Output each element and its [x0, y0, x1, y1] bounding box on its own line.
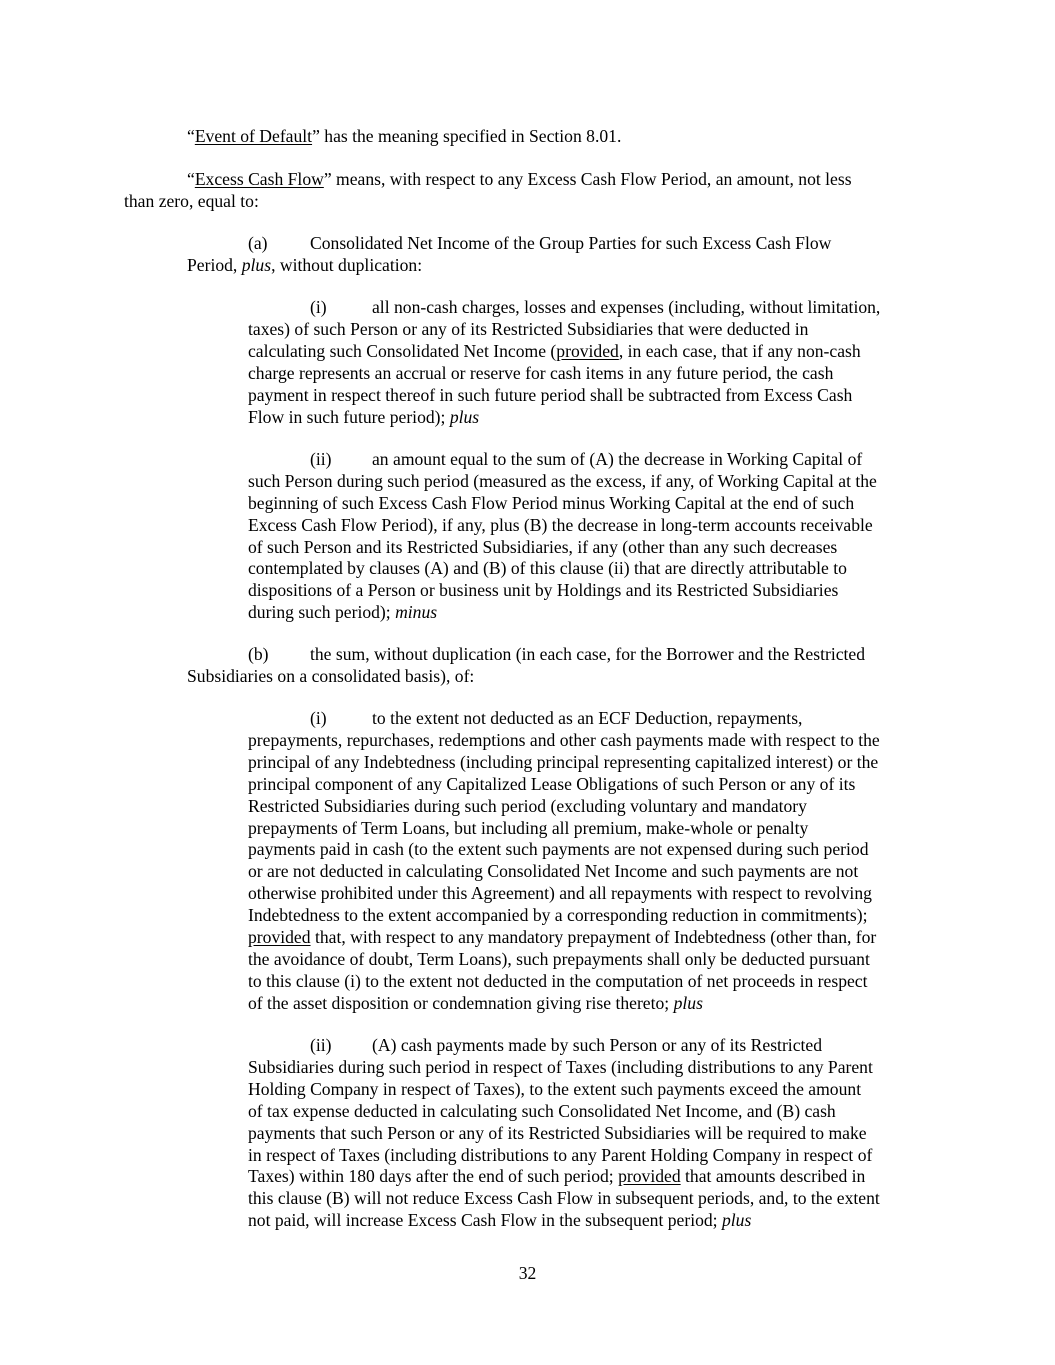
clause-a-i-line2: taxes) of such Person or any of its Restricted Subsidiaries that were deducted in — [248, 319, 809, 339]
clause-b-i-line7: payments paid in cash (to the extent such payments are not expensed during such period — [248, 839, 869, 859]
page-number: 32 — [518, 1263, 537, 1283]
clause-b-ii-line8: this clause (B) will not reduce Excess Cash Flow in subsequent periods, and, to the extent — [248, 1188, 880, 1208]
clause-b-line1: the sum, without duplication (in each case, for the Borrower and the Restricted — [310, 644, 866, 664]
defined-term-excess-cash-flow: Excess Cash Flow — [194, 169, 324, 189]
clause-a-i-label: (i) — [310, 297, 327, 317]
clause-b-i-line5: Restricted Subsidiaries during such period (excluding voluntary and mandatory — [248, 796, 807, 816]
clause-a-ii-line7: dispositions of a Person or business unit by Holdings and its Restricted Subsidiaries — [248, 580, 839, 600]
clause-b-ii-line5: payments that such Person or any of its Restricted Subsidiaries will be required to make — [248, 1123, 867, 1143]
clause-b-i-line1: to the extent not deducted as an ECF Deduction, repayments, — [372, 708, 803, 728]
clause-a-ii-line2: such Person during such period (measured as the excess, if any, of Working Capital at the — [248, 471, 877, 491]
clause-b-i-line11: provided that, with respect to any mandatory prepayment of Indebtedness (other than, for — [248, 927, 877, 947]
clause-a-ii-line8: during such period); minus — [248, 602, 438, 622]
clause-b-i-line8: or are not deducted in calculating Consolidated Net Income and such payments are not — [248, 861, 859, 881]
clause-b-i-line14: of the asset disposition or condemnation giving rise thereto; plus — [248, 993, 703, 1013]
clause-b-i-line10: Indebtedness to the extent accompanied by a corresponding reduction in commitments); — [248, 905, 868, 925]
clause-b-i-label: (i) — [310, 708, 327, 728]
clause-b-i-line6: prepayments of Term Loans, but including all premium, make-whole or penalty — [248, 818, 809, 838]
clause-a-label: (a) — [248, 233, 268, 253]
clause-b-i-line2: prepayments, repurchases, redemptions and other cash payments made with respect to the — [248, 730, 880, 750]
clause-b-i-line3: principal of any Indebtedness (including principal representing capitalized interest) or the — [248, 752, 879, 772]
clause-b-i-line4: principal component of any Capitalized Lease Obligations of such Person or any of its — [248, 774, 856, 794]
defined-term-event-of-default: Event of Default — [194, 126, 313, 146]
clause-b-i-line13: to this clause (i) to the extent not deducted in the computation of net proceeds in respect — [248, 971, 868, 991]
clause-b-ii-line7: Taxes) within 180 days after the end of such period; provided that amounts described in — [248, 1166, 866, 1186]
clause-b-line2: Subsidiaries on a consolidated basis), of: — [187, 666, 475, 686]
clause-b-ii-line6: in respect of Taxes (including distributions to any Parent Holding Company in respect of — [248, 1145, 873, 1165]
clause-b-ii-label: (ii) — [310, 1035, 332, 1055]
clause-b-ii-line4: of tax expense deducted in calculating such Consolidated Net Income, and (B) cash — [248, 1101, 836, 1121]
clause-a-ii-line4: Excess Cash Flow Period), if any, plus (B) the decrease in long-term accounts receivable — [248, 515, 873, 535]
clause-a-line1: Consolidated Net Income of the Group Parties for such Excess Cash Flow — [310, 233, 832, 253]
clause-a-i-line6: Flow in such future period); plus — [248, 407, 480, 427]
definition-excess-cash-flow-line1: “Excess Cash Flow” means, with respect to any Excess Cash Flow Period, an amount, not less — [187, 169, 852, 189]
clause-a-i-line5: payment in respect thereof in such future period shall be subtracted from Excess Cash — [248, 385, 853, 405]
clause-b-ii-line1: (A) cash payments made by such Person or any of its Restricted — [372, 1035, 822, 1055]
clause-a-ii-label: (ii) — [310, 449, 332, 469]
clause-a-ii-line5: of such Person and its Restricted Subsidiaries, if any (other than any such decreases — [248, 537, 838, 557]
clause-a-ii-line3: beginning of such Excess Cash Flow Period minus Working Capital at the end of such — [248, 493, 855, 513]
clause-a-i-line4: charge represents an accrual or reserve for cash items in any future period, the cash — [248, 363, 834, 383]
clause-a-i-line1: all non-cash charges, losses and expenses (including, without limitation, — [372, 297, 881, 317]
definition-event-of-default: “Event of Default” has the meaning specified in Section 8.01. — [187, 126, 622, 146]
clause-b-i-line9: otherwise prohibited under this Agreement) and all repayments with respect to revolving — [248, 883, 872, 903]
clause-a-ii-line6: contemplated by clauses (A) and (B) of this clause (ii) that are directly attributable to — [248, 558, 847, 578]
definition-excess-cash-flow-line2: than zero, equal to: — [124, 191, 259, 211]
clause-b-ii-line9: not paid, will increase Excess Cash Flow in the subsequent period; plus — [248, 1210, 752, 1230]
clause-b-i-line12: the avoidance of doubt, Term Loans), such prepayments shall only be deducted pursuant — [248, 949, 870, 969]
clause-b-ii-line2: Subsidiaries during such period in respect of Taxes (including distributions to any Parent — [248, 1057, 873, 1077]
clause-a-i-line3: calculating such Consolidated Net Income (provided, in each case, that if any non-cash — [248, 341, 861, 361]
clause-b-ii-line3: Holding Company in respect of Taxes), to the extent such payments exceed the amount — [248, 1079, 862, 1099]
clause-a-ii-line1: an amount equal to the sum of (A) the decrease in Working Capital of — [372, 449, 863, 469]
clause-b-label: (b) — [248, 644, 269, 664]
clause-a-line2: Period, plus, without duplication: — [187, 255, 423, 275]
